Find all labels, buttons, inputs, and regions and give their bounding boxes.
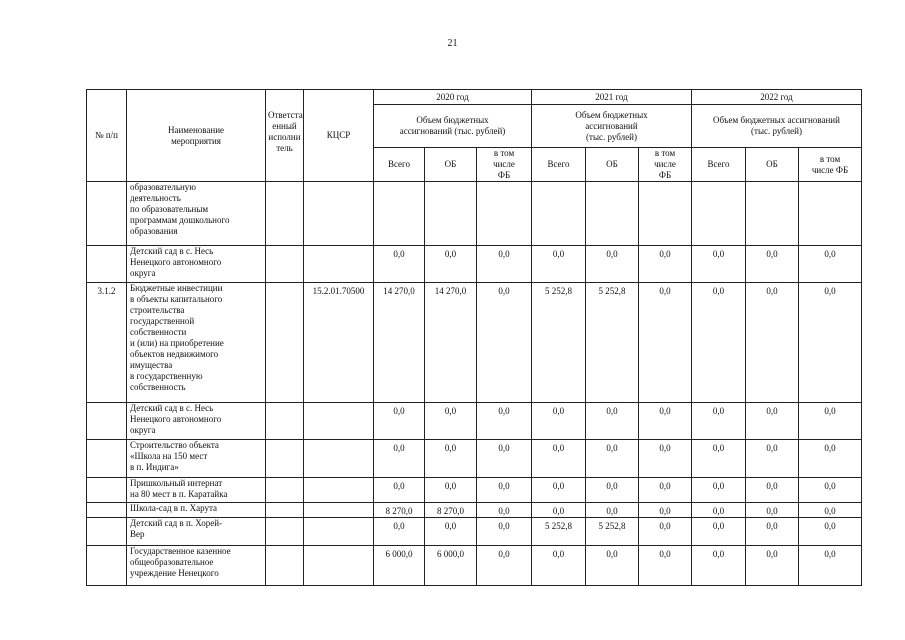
header-name: Наименование мероприятия [127, 90, 266, 182]
table-row [87, 518, 862, 546]
row-value: 0,0 [477, 478, 532, 503]
row-value: 8 270,0 [425, 503, 477, 518]
row-kcsr [304, 518, 374, 546]
row-value [746, 182, 799, 246]
row-responsible [266, 518, 304, 546]
row-kcsr [304, 246, 374, 283]
row-value: 0,0 [586, 246, 639, 283]
table-row [87, 283, 862, 403]
row-name: Пришкольный интернат на 80 мест в п. Каратайка [127, 478, 266, 503]
row-responsible [266, 403, 304, 440]
row-name: Бюджетные инвестиции в объекты капитального строительства государственной собственности и (или) на приобретение объектов недвижимого имущества в государственную собственность [127, 283, 266, 403]
table-row [87, 246, 862, 283]
row-value: 0,0 [639, 246, 692, 283]
row-name: Школа-сад в п. Харута [127, 503, 266, 518]
table-row [87, 546, 862, 586]
row-value: 6 000,0 [374, 546, 425, 586]
row-value: 5 252,8 [532, 518, 586, 546]
header-total-2020: Всего [374, 148, 425, 182]
row-responsible [266, 283, 304, 403]
row-kcsr [304, 503, 374, 518]
row-value: 0,0 [746, 518, 799, 546]
row-name: Строительство объекта «Школа на 150 мест в п. Индига» [127, 440, 266, 478]
row-value: 0,0 [477, 246, 532, 283]
header-fb-2022: в том числе ФБ [799, 148, 862, 182]
row-value: 0,0 [692, 403, 746, 440]
header-total-2021: Всего [532, 148, 586, 182]
header-num: № п/п [87, 90, 127, 182]
row-value: 0,0 [639, 503, 692, 518]
row-value: 0,0 [799, 283, 862, 403]
row-value: 0,0 [746, 503, 799, 518]
row-value: 0,0 [692, 503, 746, 518]
row-value: 0,0 [425, 246, 477, 283]
row-value: 0,0 [746, 478, 799, 503]
row-value: 0,0 [586, 440, 639, 478]
header-fb-2021: в том числе ФБ [639, 148, 692, 182]
row-name: Детский сад в с. Несь Ненецкого автономного округа [127, 246, 266, 283]
row-value: 0,0 [477, 503, 532, 518]
row-value: 0,0 [477, 440, 532, 478]
row-value: 0,0 [692, 518, 746, 546]
row-kcsr [304, 478, 374, 503]
row-value: 0,0 [425, 403, 477, 440]
row-num [87, 478, 127, 503]
row-value: 0,0 [639, 546, 692, 586]
header-ob-2022: ОБ [746, 148, 799, 182]
row-value [532, 182, 586, 246]
header-ob-2021: ОБ [586, 148, 639, 182]
row-value: 14 270,0 [425, 283, 477, 403]
row-num [87, 518, 127, 546]
row-value: 0,0 [799, 478, 862, 503]
row-responsible [266, 246, 304, 283]
row-value: 0,0 [799, 246, 862, 283]
row-value: 0,0 [639, 283, 692, 403]
row-value: 0,0 [746, 246, 799, 283]
row-responsible [266, 440, 304, 478]
table-row [87, 403, 862, 440]
row-value: 0,0 [799, 546, 862, 586]
row-num [87, 503, 127, 518]
row-kcsr [304, 403, 374, 440]
row-value: 0,0 [692, 283, 746, 403]
row-value: 0,0 [746, 283, 799, 403]
row-value: 0,0 [477, 546, 532, 586]
table-row [87, 478, 862, 503]
table-row [87, 440, 862, 478]
row-value: 0,0 [639, 440, 692, 478]
row-value: 0,0 [586, 503, 639, 518]
row-num: 3.1.2 [87, 283, 127, 403]
row-value: 0,0 [532, 440, 586, 478]
row-value: 0,0 [639, 518, 692, 546]
row-value [639, 182, 692, 246]
row-value: 0,0 [477, 403, 532, 440]
row-name: Детский сад в п. Хорей- Вер [127, 518, 266, 546]
row-value: 0,0 [532, 503, 586, 518]
row-value: 0,0 [692, 440, 746, 478]
row-num [87, 440, 127, 478]
header-year-2020: 2020 год [374, 90, 532, 105]
row-value: 0,0 [692, 546, 746, 586]
row-value: 0,0 [746, 546, 799, 586]
row-value: 0,0 [532, 478, 586, 503]
header-volume-2020: Объем бюджетных ассигнований (тыс. рублей) [374, 105, 532, 148]
row-num [87, 546, 127, 586]
row-kcsr [304, 546, 374, 586]
table-row [87, 182, 862, 246]
row-responsible [266, 503, 304, 518]
row-value: 0,0 [692, 246, 746, 283]
row-value: 14 270,0 [374, 283, 425, 403]
table-body [87, 182, 862, 586]
row-num [87, 246, 127, 283]
table-row [87, 503, 862, 518]
row-value: 0,0 [374, 518, 425, 546]
row-value: 0,0 [746, 440, 799, 478]
row-value: 0,0 [586, 478, 639, 503]
row-value [799, 182, 862, 246]
row-value: 8 270,0 [374, 503, 425, 518]
row-responsible [266, 182, 304, 246]
row-value [425, 182, 477, 246]
row-responsible [266, 478, 304, 503]
row-value: 0,0 [374, 478, 425, 503]
row-value: 0,0 [586, 546, 639, 586]
page-number: 21 [447, 38, 458, 49]
row-value: 0,0 [374, 403, 425, 440]
row-value [374, 182, 425, 246]
row-name: Детский сад в с. Несь Ненецкого автономного округа [127, 403, 266, 440]
row-kcsr [304, 182, 374, 246]
row-value: 0,0 [425, 440, 477, 478]
header-fb-2020: в том числе ФБ [477, 148, 532, 182]
row-value: 0,0 [532, 403, 586, 440]
header-ob-2020: ОБ [425, 148, 477, 182]
row-value: 5 252,8 [532, 283, 586, 403]
row-responsible [266, 546, 304, 586]
row-kcsr: 15.2.01.70500 [304, 283, 374, 403]
row-value: 0,0 [746, 403, 799, 440]
row-name: Государственное казенное общеобразовательное учреждение Ненецкого [127, 546, 266, 586]
row-value: 0,0 [639, 403, 692, 440]
row-value: 5 252,8 [586, 518, 639, 546]
row-value [692, 182, 746, 246]
row-value: 5 252,8 [586, 283, 639, 403]
budget-table [86, 89, 862, 586]
row-value: 0,0 [799, 518, 862, 546]
header-year-2021: 2021 год [532, 90, 692, 105]
row-value: 0,0 [799, 503, 862, 518]
row-name: образовательную деятельность по образовательным программам дошкольного образования [127, 182, 266, 246]
row-value: 6 000,0 [425, 546, 477, 586]
row-value [477, 182, 532, 246]
row-value: 0,0 [532, 546, 586, 586]
row-value: 0,0 [477, 518, 532, 546]
row-num [87, 403, 127, 440]
row-value: 0,0 [639, 478, 692, 503]
header-responsible: Ответста енный исполни тель [266, 90, 304, 182]
row-value: 0,0 [374, 246, 425, 283]
row-value [586, 182, 639, 246]
header-volume-2022: Объем бюджетных ассигнований (тыс. рублей) [692, 105, 862, 148]
row-value: 0,0 [425, 518, 477, 546]
header-total-2022: Всего [692, 148, 746, 182]
row-value: 0,0 [799, 403, 862, 440]
row-kcsr [304, 440, 374, 478]
row-value: 0,0 [374, 440, 425, 478]
header-volume-2021: Объем бюджетных ассигнований (тыс. рублей) [532, 105, 692, 148]
row-value: 0,0 [477, 283, 532, 403]
row-value: 0,0 [425, 478, 477, 503]
row-value: 0,0 [532, 246, 586, 283]
header-kcsr: КЦСР [304, 90, 374, 182]
row-value: 0,0 [586, 403, 639, 440]
header-year-2022: 2022 год [692, 90, 862, 105]
row-num [87, 182, 127, 246]
row-value: 0,0 [799, 440, 862, 478]
row-value: 0,0 [692, 478, 746, 503]
